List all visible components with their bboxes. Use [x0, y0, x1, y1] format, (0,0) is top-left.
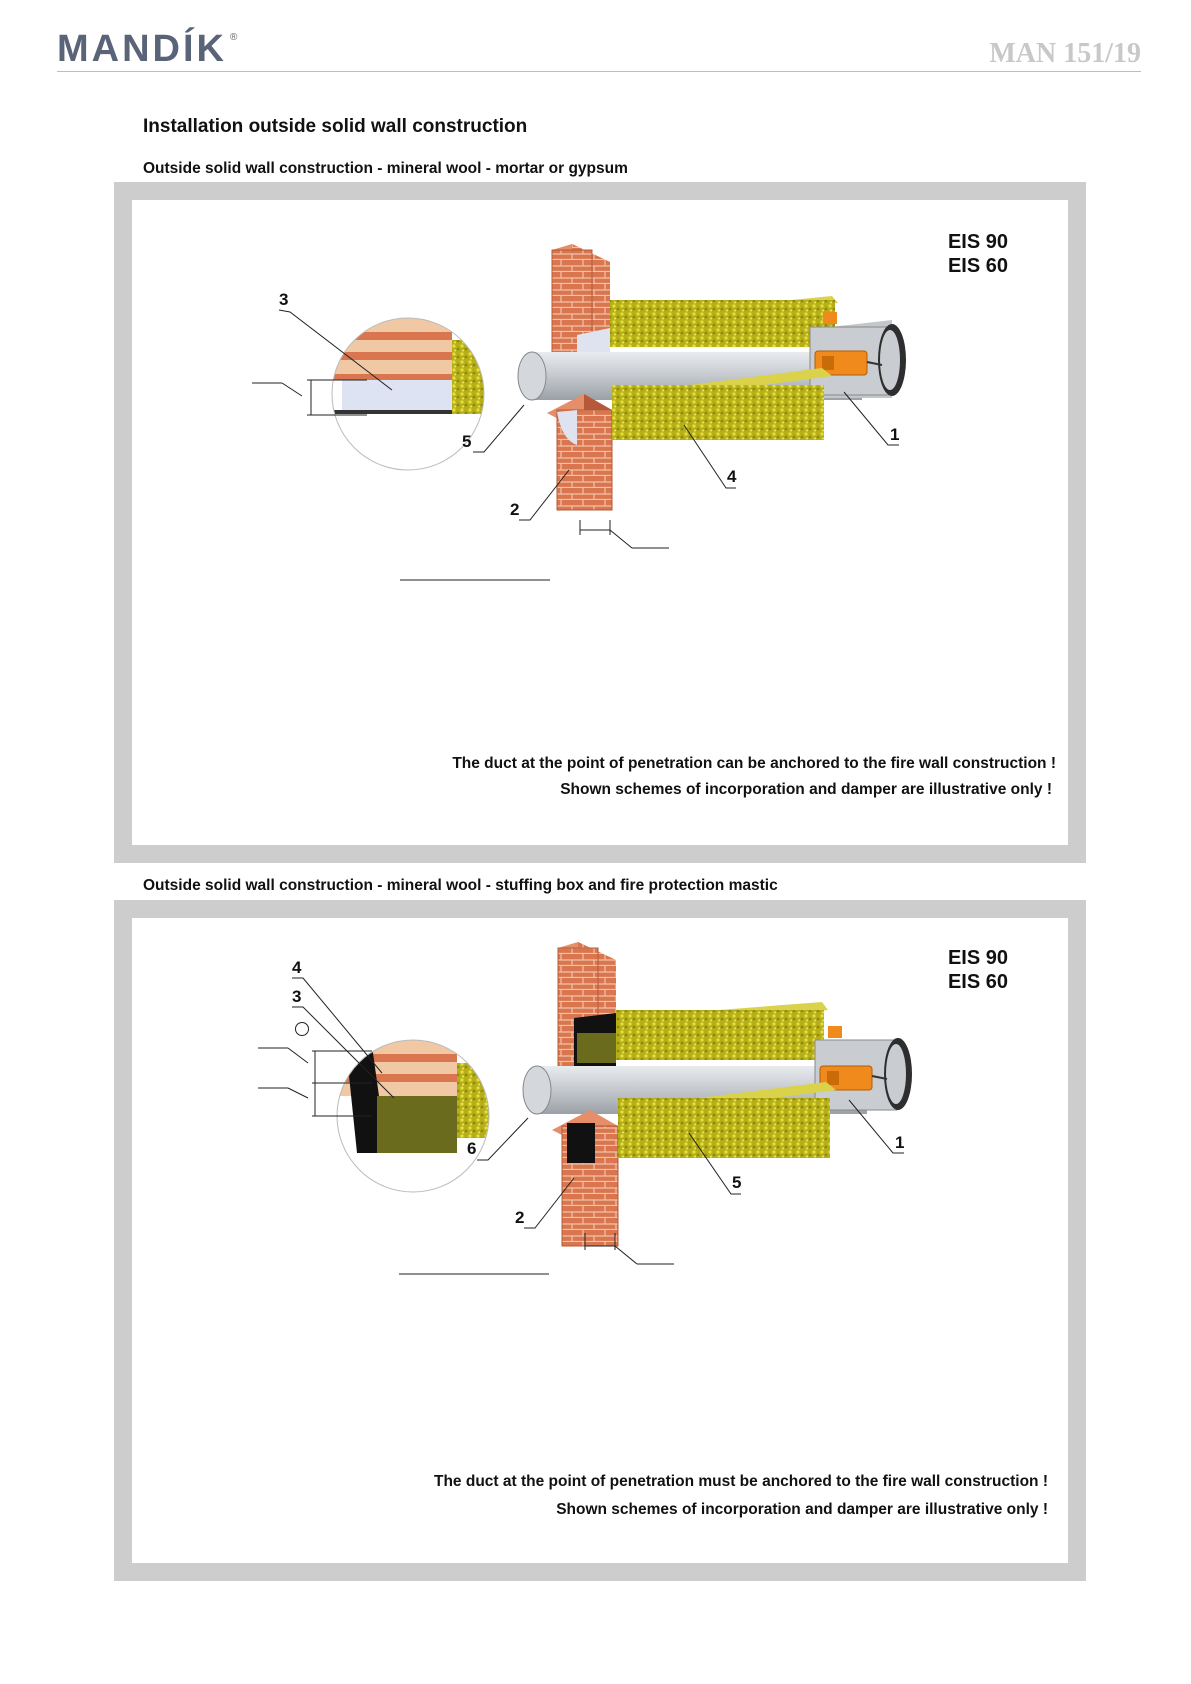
logo-text: MANDÍK [57, 28, 227, 70]
detail-magnifier [337, 1040, 497, 1213]
figure-2-diagram [132, 918, 1068, 1563]
figure-1-ratings [948, 230, 1008, 278]
mineral-wool-top [610, 296, 838, 347]
rating-eis90: EIS 90 [947, 231, 1008, 253]
callout-6-label: 6 [467, 1139, 477, 1158]
brick-wall-front [547, 394, 612, 510]
callout-5-label: 5 [732, 1173, 742, 1192]
figure-2-note-anchoring: The duct at the point of penetration must be anchored to the fire wall construction ! [434, 1473, 1048, 1490]
callout-3-label: 3 [279, 290, 289, 309]
callout-3-label: 3 [292, 987, 302, 1006]
figure-2-panel [114, 900, 1086, 1581]
rating-eis60: EIS 60 [947, 255, 1008, 277]
fire-damper [815, 1026, 912, 1110]
document-number: MAN 151/19 [989, 38, 1141, 69]
rating-eis90: EIS 90 [947, 947, 1008, 969]
callout-4-label: 4 [292, 958, 302, 977]
header-divider [57, 71, 1141, 72]
wall-thickness-dimension [580, 520, 669, 548]
figure-1-diagram [132, 200, 1068, 845]
brick-wall-front [552, 1110, 618, 1246]
figure-2-ratings [948, 946, 1008, 994]
callout-2-label: 2 [510, 500, 520, 519]
figure-2-canvas [132, 918, 1068, 1563]
callout-4-label: 4 [727, 467, 737, 486]
mineral-wool-top [616, 1002, 828, 1060]
section-title: Installation outside solid wall construction [143, 116, 528, 137]
callout-2-label: 2 [515, 1208, 525, 1227]
callout-5-label: 5 [462, 432, 472, 451]
mandik-logo [57, 28, 237, 71]
figure-1-subtitle: Outside solid wall construction - mineral wool - mortar or gypsum [143, 160, 628, 177]
figure-2-note-illustrative: Shown schemes of incorporation and damper are illustrative only ! [556, 1501, 1048, 1518]
registered-mark: ® [229, 32, 238, 43]
figure-1-panel [114, 182, 1086, 863]
figure-1-note-anchoring: The duct at the point of penetration can be anchored to the fire wall construction ! [452, 755, 1056, 772]
callout-1-label: 1 [895, 1133, 905, 1152]
figure-1-canvas [132, 200, 1068, 845]
rating-eis60: EIS 60 [947, 971, 1008, 993]
figure-1-note-illustrative: Shown schemes of incorporation and damper are illustrative only ! [560, 781, 1052, 798]
figure-2-subtitle: Outside solid wall construction - mineral wool - stuffing box and fire protection mastic [143, 877, 778, 894]
callout-1-label: 1 [890, 425, 900, 444]
